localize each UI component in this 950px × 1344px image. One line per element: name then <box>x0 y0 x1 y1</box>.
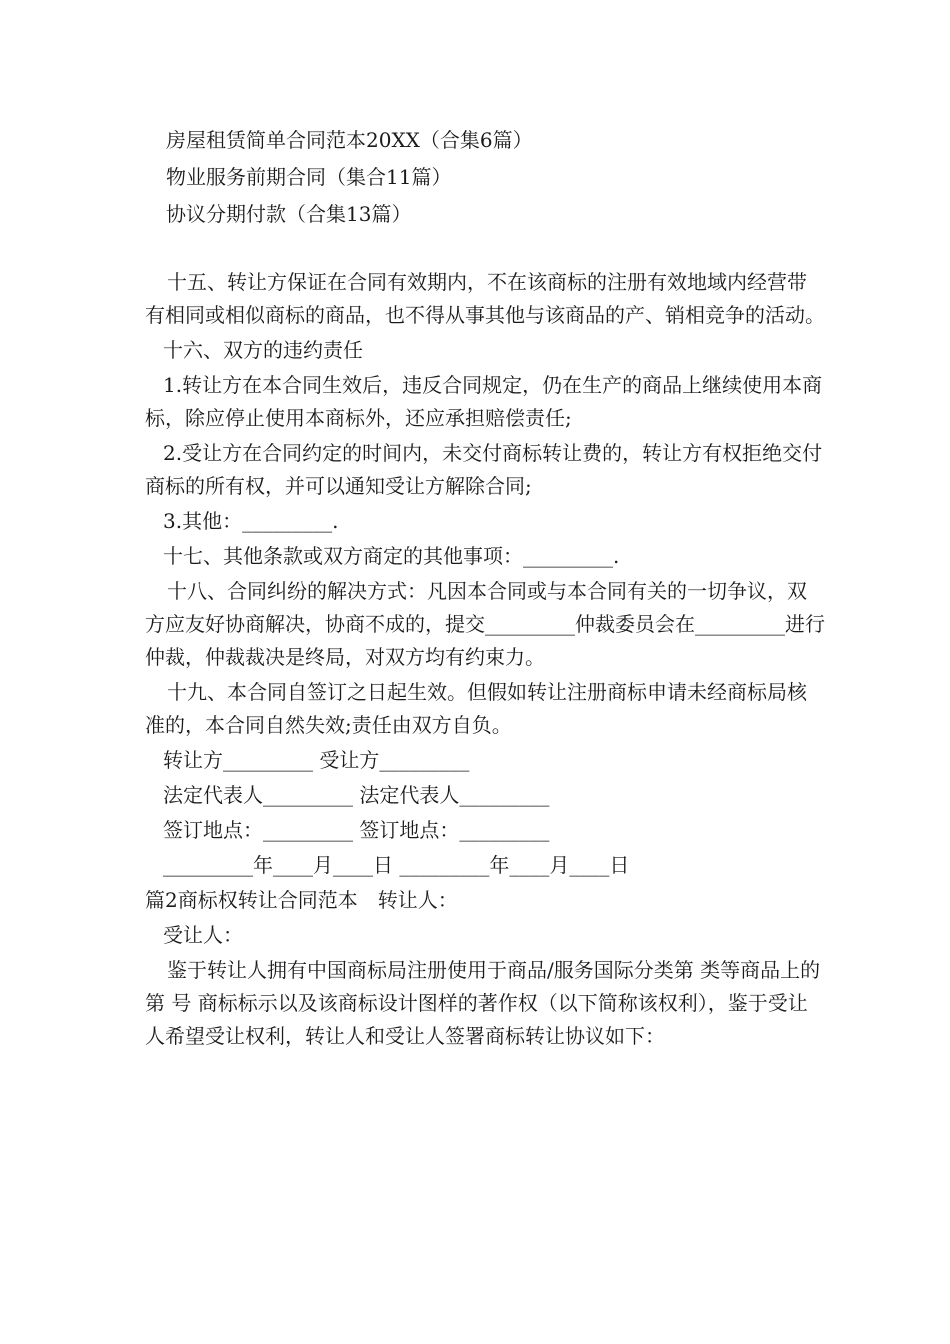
clause-15: 十五、转让方保证在合同有效期内，不在该商标的注册有效地域内经营带有相同或相似商标的商品，也不得从事其他与该商品的产、销相竞争的活动。 <box>145 270 825 327</box>
article-2-preamble: 鉴于转让人拥有中国商标局注册使用于商品/服务国际分类第 类等商品上的第 号 商标标示以及该商标设计图样的著作权（以下简称该权利），鉴于受让人希望受让权利，转让人和受让人签署商标转让协议如下： <box>145 958 821 1048</box>
signature-parties: 转让方_________ 受让方_________ <box>163 748 470 772</box>
clause-16-item-1: 1.转让方在本合同生效后，违反合同规定，仍在生产的商品上继续使用本商标，除应停止使用本商标外，还应承担赔偿责任; <box>145 373 823 430</box>
clause-16-title: 十六、双方的违约责任 <box>163 338 363 362</box>
signature-places: 签订地点：_________ 签订地点：_________ <box>163 818 550 842</box>
related-link[interactable]: 房屋租赁简单合同范本20XX（合集6篇） <box>166 128 533 152</box>
contract-body <box>145 266 825 1055</box>
clause-19: 十九、本合同自签订之日起生效。但假如转让注册商标申请未经商标局核准的，本合同自然失效;责任由双方自负。 <box>145 680 807 737</box>
signature-dates: _________年____月____日 _________年____月____日 <box>163 853 630 877</box>
assignee-label: 受让人： <box>163 923 243 947</box>
related-link[interactable]: 物业服务前期合同（集合11篇） <box>166 165 452 189</box>
related-links <box>166 122 533 233</box>
article-2-heading: 篇2商标权转让合同范本 转让人： <box>145 888 458 912</box>
related-link[interactable]: 协议分期付款（合集13篇） <box>166 202 412 226</box>
clause-16-item-3: 3.其他：_________. <box>163 509 339 533</box>
signature-representatives: 法定代表人_________ 法定代表人_________ <box>163 783 550 807</box>
clause-16-item-2: 2.受让方在合同约定的时间内，未交付商标转让费的，转让方有权拒绝交付商标的所有权，并可以通知受让方解除合同; <box>145 441 823 498</box>
clause-18: 十八、合同纠纷的解决方式：凡因本合同或与本合同有关的一切争议，双方应友好协商解决，协商不成的，提交_________仲裁委员会在_________进行仲裁，仲裁裁决是终局，对双方均有约束力。 <box>145 579 825 669</box>
clause-17: 十七、其他条款或双方商定的其他事项：_________. <box>163 544 620 568</box>
